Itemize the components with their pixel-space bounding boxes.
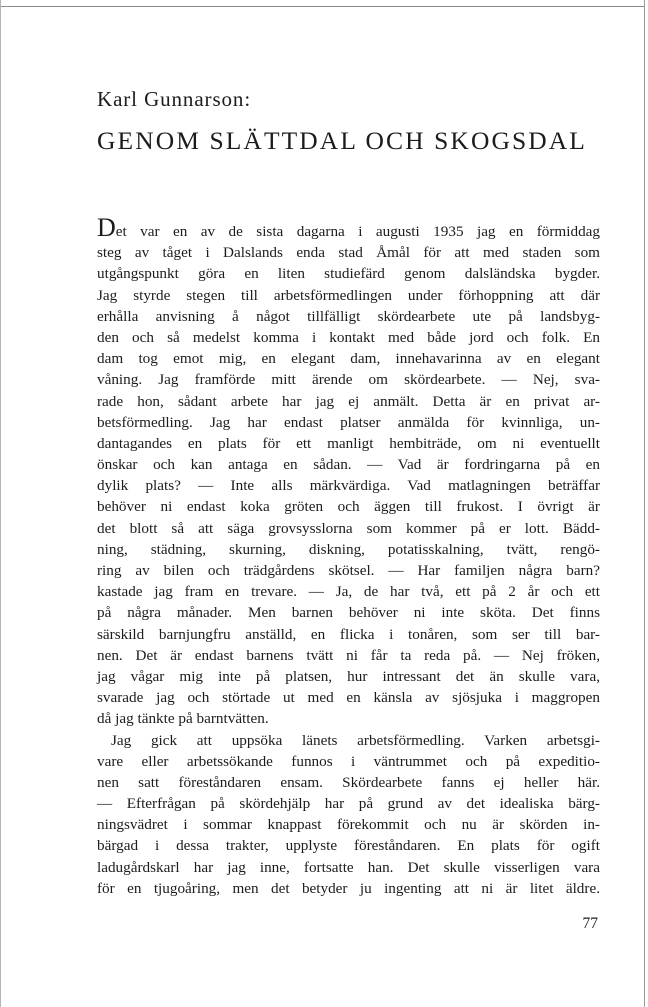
scan-edge-top: [0, 6, 644, 7]
author-name: Karl Gunnarson:: [97, 87, 252, 111]
text-line: särskild barnjungfru anställd, en flicka i tonåren, som ser till bar-: [97, 625, 600, 643]
text-line: önskar och kan antaga en sådan. — Vad är fordringarna på en: [97, 456, 600, 474]
text-line: våning. Jag framförde mitt ärende om skördearbete. — Nej, sva-: [97, 371, 600, 389]
page-number: 77: [582, 915, 598, 932]
text-line: det blott så att säga grovsysslorna som kommer på er lott. Bädd-: [97, 519, 600, 537]
text-line: då jag tänkte på barntvätten.: [97, 710, 269, 728]
text-line: dam tog emot mig, en elegant dam, innehavarinna av en elegant: [97, 350, 600, 368]
scan-edge-left: [0, 0, 1, 1007]
text-line: erhålla anvisning å något tillfälligt skördearbete ute på landsbyg-: [97, 307, 600, 325]
text-line: [97, 213, 600, 242]
text-line: ladugårdskarl har jag inne, fortsatte han. Det skulle visserligen vara: [97, 858, 600, 876]
text-line: för en tjugoåring, men det betyder ju ingenting att ni är litet äldre.: [97, 879, 600, 897]
scan-edge-right: [644, 0, 645, 1007]
text-line: nen. Det är endast barnens tvätt ni får ta reda på. — Nej fröken,: [97, 646, 600, 664]
text-line: jag vågar mig inte på platsen, hur intressant det än skulle vara,: [97, 667, 600, 685]
paragraph-1: [97, 213, 600, 730]
drop-cap: D: [97, 213, 116, 242]
text-line: behöver ni endast koka gröten och äggen till frukost. I övrigt är: [97, 498, 600, 516]
text-line: — Efterfrågan på skördehjälp har på grund av det idealiska bärg-: [97, 795, 600, 813]
article-body: [97, 213, 600, 899]
text-line: dantagandes en plats för ett manligt hembiträde, om ni eventuellt: [97, 434, 600, 452]
text-line: steg av tåget i Dalslands enda stad Åmål för att med staden som: [97, 244, 600, 262]
text-line: ningsvädret i sommar knappast förekommit och nu är skörden in-: [97, 816, 600, 834]
text-line: vare eller arbetssökande funnos i väntrummet och på expeditio-: [97, 752, 600, 770]
text-line: Jag styrde stegen till arbetsförmedlingen under förhoppning att där: [97, 286, 600, 304]
text-line: ring av bilen och trädgårdens skötsel. — Har familjen några barn?: [97, 562, 600, 579]
text-line: svarade jag och störtade ut med en känsla av sjösjuka i maggropen: [97, 689, 600, 707]
paragraph-2: [97, 730, 600, 900]
text-line: nen satt föreståndaren ensam. Skördearbete fanns ej heller här.: [97, 773, 600, 791]
text-line: rade hon, sådant arbete har jag ej anmält. Detta är en privat ar-: [97, 392, 600, 410]
text-line: bärgad i dessa trakter, upplyste föreståndaren. En plats för ogift: [97, 837, 600, 855]
text-line: ning, städning, skurning, diskning, potatisskalning, tvätt, rengö-: [97, 540, 600, 558]
text-line: kastade jag fram en trevare. — Ja, de har två, ett på 2 år och ett: [97, 583, 600, 601]
text-line: utgångspunkt göra en liten studiefärd genom dalsländska bygder.: [97, 265, 600, 283]
text-line: Jag gick att uppsöka länets arbetsförmedling. Varken arbetsgi-: [111, 731, 600, 749]
text-line: dylik plats? — Inte alls märkvärdiga. Vad matlagningen beträffar: [97, 477, 600, 495]
text-line: den och så medelst komma i kontakt med både jord och folk. En: [97, 328, 600, 346]
text-line-content: et var en av de sista dagarna i augusti 1935 jag en förmiddag: [115, 223, 600, 240]
text-line: betsförmedling. Jag har endast platser anmälda för kvinnliga, un-: [97, 413, 600, 431]
article-title: GENOM SLÄTTDAL OCH SKOGSDAL: [97, 126, 587, 155]
text-line: på några månader. Men barnen behöver ni inte sköta. Det finns: [97, 604, 600, 622]
